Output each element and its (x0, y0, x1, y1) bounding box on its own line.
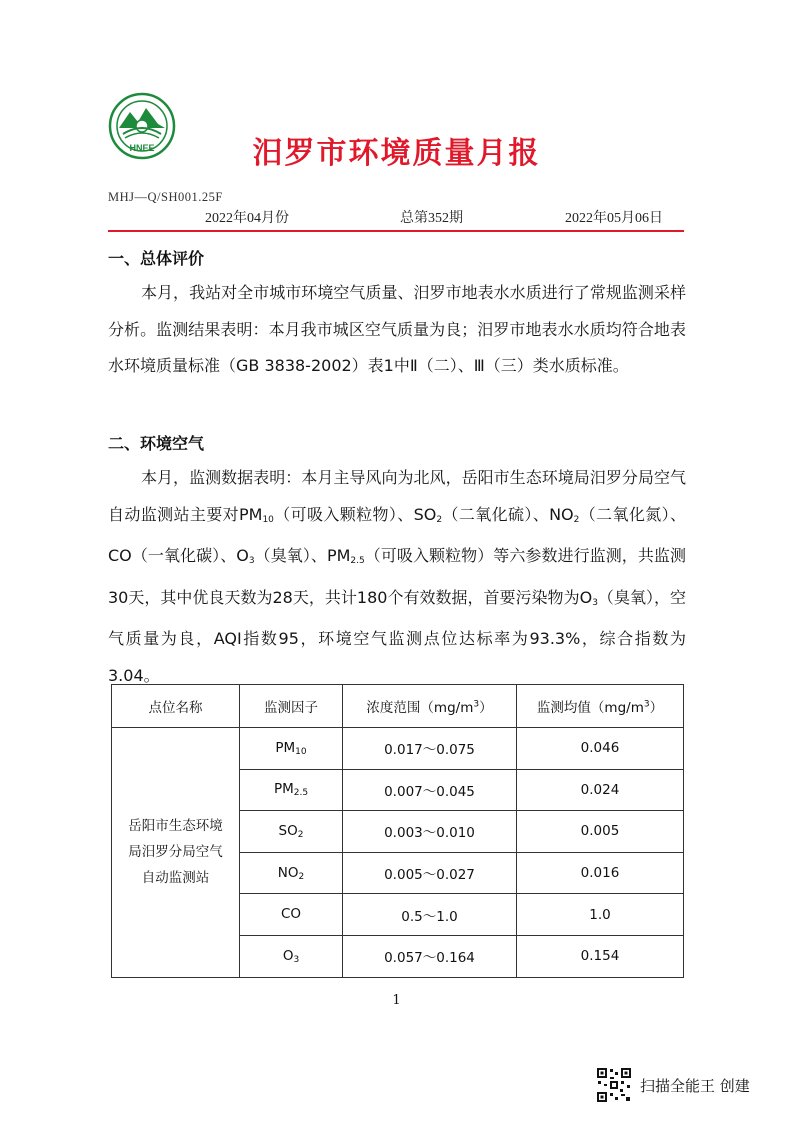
mean-cell: 0.154 (517, 935, 684, 977)
report-title: 汨罗市环境质量月报 (252, 136, 541, 171)
factor-cell: $SO_2$ (240, 811, 343, 853)
issue-number: 总第352期 (400, 211, 463, 226)
mean-cell: 0.046 (517, 728, 684, 770)
factor-cell: $NO_2$ (240, 852, 343, 894)
factor-cell: $PM_{10}$ (240, 728, 343, 770)
range-cell: 0.017～0.075 (343, 728, 517, 770)
range-cell: 0.005～0.027 (343, 852, 517, 894)
page-number: 1 (392, 993, 401, 1008)
report-date: 2022年05月06日 (565, 211, 663, 226)
factor-cell: $PM_{2.5}$ (240, 769, 343, 811)
header-factor: 监测因子 (240, 685, 343, 728)
factor-cell: $O_3$ (240, 935, 343, 977)
range-cell: 0.007～0.045 (343, 769, 517, 811)
station-name: 岳阳市生态环境 局汨罗分局空气 自动监测站 (112, 728, 240, 978)
mean-cell: 1.0 (517, 894, 684, 936)
qr-code-icon (596, 1067, 632, 1103)
scanner-label: 扫描全能王 创建 (640, 1076, 750, 1095)
air-paragraph: 本月，监测数据表明：本月主导风向为北风，岳阳市生态环境局汨罗分局空气自动监测站主要对$PM_{10}$（可吸入颗粒物）、$SO_2$（二氧化硫）、$NO_2$（二氧化氮）、CO（一氧化碳）、$O_3$（臭氧）、$PM_{2.5}$（可吸入颗粒物）等六参数进行监测，共监测30天，其中优良天数为28天，共计180个有效数据，首要污染物为$O_3$（臭氧），空气质量为良，AQI指数95，环境空气监测点位达标率为93.3%，综合指数为3.04。 (108, 468, 686, 685)
mean-cell: 0.005 (517, 811, 684, 853)
svg-text:HNEE: HNEE (129, 143, 155, 153)
section-heading-overall: 一、总体评价 (108, 249, 205, 268)
range-cell: 0.057～0.164 (343, 935, 517, 977)
header-mean: 监测均值$(mg/m^3)$ (517, 685, 684, 728)
factor-cell: CO (240, 894, 343, 936)
range-cell: 0.5～1.0 (343, 894, 517, 936)
header-station: 点位名称 (112, 685, 240, 728)
report-month: 2022年04月份 (205, 211, 289, 226)
overall-paragraph: 本月，我站对全市城市环境空气质量、汨罗市地表水水质进行了常规监测采样分析。监测结果表明：本月我市城区空气质量为良；汨罗市地表水水质均符合地表水环境质量标准（GB 3838-2002）表1中Ⅱ（二）、Ⅲ（三）类水质标准。 (108, 283, 686, 375)
mean-cell: 0.016 (517, 852, 684, 894)
header-range: 浓度范围$(mg/m^3)$ (343, 685, 517, 728)
air-monitoring-table (111, 684, 684, 978)
scanner-watermark (596, 1067, 750, 1103)
header-rule (108, 230, 684, 232)
mean-cell: 0.024 (517, 769, 684, 811)
section-heading-air: 二、环境空气 (108, 434, 205, 453)
range-cell: 0.003～0.010 (343, 811, 517, 853)
table-row (112, 728, 684, 770)
table-header-row (112, 685, 684, 728)
document-number: MHJ—Q/SH001.25F (108, 190, 223, 204)
